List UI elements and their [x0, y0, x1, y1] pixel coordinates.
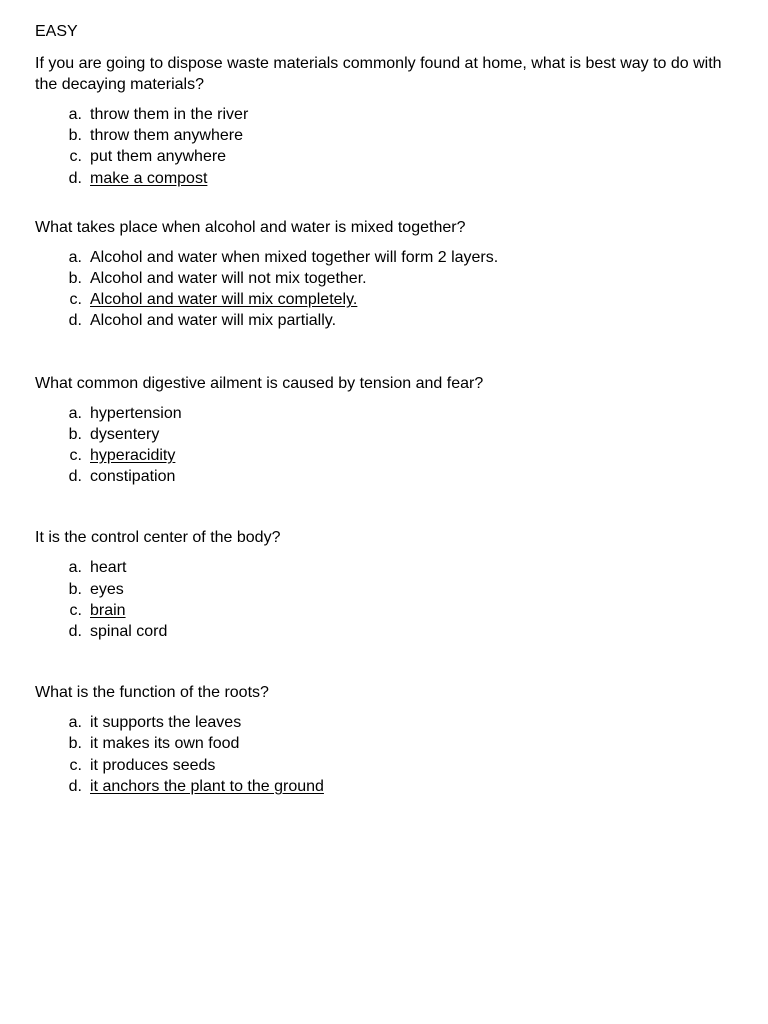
- option-letter: c.: [69, 148, 82, 166]
- difficulty-heading: EASY: [35, 23, 78, 40]
- option-letter: d.: [68, 777, 82, 795]
- option-b: [35, 424, 735, 445]
- option-letter: a.: [68, 559, 82, 577]
- option-letter: c.: [69, 756, 82, 774]
- option-text: it anchors the plant to the ground: [90, 777, 324, 795]
- option-a: [35, 557, 735, 578]
- option-text: Alcohol and water will mix completely.: [90, 291, 358, 309]
- option-list: [35, 247, 735, 332]
- option-c-correct-answer: [35, 445, 735, 466]
- option-letter: d.: [68, 169, 82, 187]
- option-letter: a.: [68, 404, 82, 422]
- option-text: throw them anywhere: [90, 127, 243, 145]
- option-text: it produces seeds: [90, 756, 216, 774]
- option-text: Alcohol and water when mixed together will form 2 layers.: [90, 248, 499, 266]
- option-text: it makes its own food: [90, 735, 240, 753]
- option-text: it supports the leaves: [90, 714, 242, 732]
- option-d: [35, 621, 735, 642]
- option-d-correct-answer: [35, 776, 735, 797]
- option-list: [35, 403, 735, 488]
- question-3: [35, 373, 735, 488]
- question-stem: What is the function of the roots?: [35, 684, 269, 702]
- option-text: put them anywhere: [90, 148, 227, 166]
- question-4: [35, 527, 735, 642]
- option-b: [35, 579, 735, 600]
- question-stem: If you are going to dispose waste materials commonly found at home, what is best way to do with the decaying materials?: [35, 55, 722, 93]
- option-text: throw them in the river: [90, 106, 249, 123]
- option-list: [35, 712, 735, 797]
- option-text: brain: [90, 601, 126, 619]
- question-stem: It is the control center of the body?: [35, 529, 281, 547]
- option-b: [35, 125, 735, 146]
- option-b: [35, 268, 735, 289]
- option-c: [35, 755, 735, 776]
- option-list: [35, 104, 735, 189]
- option-letter: c.: [69, 291, 82, 309]
- option-text: spinal cord: [90, 623, 168, 641]
- option-letter: b.: [68, 127, 82, 145]
- option-d: [35, 466, 735, 487]
- question-stem: What common digestive ailment is caused by tension and fear?: [35, 374, 484, 392]
- option-c: [35, 146, 735, 167]
- option-a: [35, 104, 735, 125]
- option-letter: c.: [69, 601, 82, 619]
- option-b: [35, 733, 735, 754]
- option-letter: a.: [68, 106, 82, 123]
- option-letter: b.: [68, 425, 82, 443]
- option-text: Alcohol and water will not mix together.: [90, 270, 367, 288]
- question-1: [35, 53, 735, 189]
- option-letter: b.: [68, 270, 82, 288]
- option-a: [35, 247, 735, 268]
- question-5: [35, 682, 735, 797]
- option-letter: b.: [68, 580, 82, 598]
- option-text: heart: [90, 559, 127, 577]
- option-text: eyes: [90, 580, 124, 598]
- question-stem: What takes place when alcohol and water is mixed together?: [35, 218, 466, 236]
- option-letter: d.: [68, 623, 82, 641]
- option-a: [35, 403, 735, 424]
- option-text: constipation: [90, 468, 176, 486]
- option-text: hyperacidity: [90, 447, 176, 465]
- option-letter: a.: [68, 248, 82, 266]
- option-letter: d.: [68, 312, 82, 330]
- option-text: dysentery: [90, 425, 160, 443]
- quiz-document: [35, 22, 735, 797]
- option-letter: d.: [68, 468, 82, 486]
- option-text: hypertension: [90, 404, 182, 422]
- option-a: [35, 712, 735, 733]
- option-c-correct-answer: [35, 600, 735, 621]
- option-c-correct-answer: [35, 289, 735, 310]
- option-text: make a compost: [90, 169, 208, 187]
- option-d-correct-answer: [35, 168, 735, 189]
- option-letter: b.: [68, 735, 82, 753]
- option-letter: a.: [68, 714, 82, 732]
- question-2: [35, 217, 735, 332]
- option-list: [35, 557, 735, 642]
- option-letter: c.: [69, 447, 82, 465]
- option-d: [35, 310, 735, 331]
- option-text: Alcohol and water will mix partially.: [90, 312, 337, 330]
